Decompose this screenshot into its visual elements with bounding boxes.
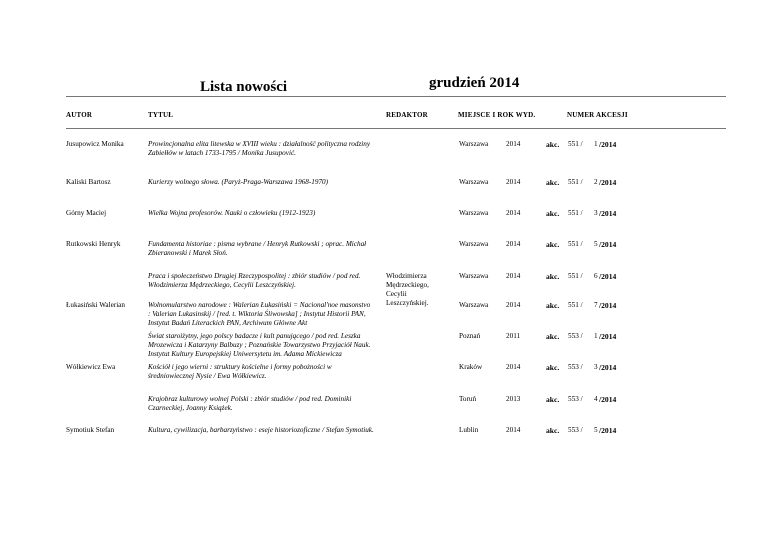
publication-year: 2011: [506, 332, 521, 340]
accession-sequence: 1: [594, 332, 598, 340]
book-title: Krajobraz kulturowy wolnej Polski : zbiór studiów / pod red. Dominiki Czarneckiej, Joanny Książek.: [148, 395, 352, 412]
author-name: Łukasiński Walerian: [66, 301, 125, 309]
column-header-title: TYTUŁ: [148, 111, 174, 119]
publication-place: Warszawa: [459, 301, 489, 309]
publication-year: 2014: [506, 301, 521, 309]
accession-year: /2014: [599, 363, 617, 372]
period-label: grudzień 2014: [429, 75, 520, 91]
accession-register: 553 /: [568, 395, 583, 403]
page-title: Lista nowości: [200, 79, 288, 95]
author-name: Kaliski Bartosz: [66, 178, 111, 186]
accession-register: 553 /: [568, 363, 583, 371]
author-name: Symotiuk Stefan: [66, 426, 115, 434]
accession-label: akc.: [546, 332, 560, 341]
book-title: Wielka Wojna profesorów. Nauki o człowieku (1912-1923): [148, 209, 316, 217]
accession-register: 551 /: [568, 209, 583, 217]
accession-year: /2014: [599, 426, 617, 435]
header-divider: [66, 128, 726, 129]
accession-label: akc.: [546, 178, 560, 187]
publication-place: Warszawa: [459, 240, 489, 248]
accession-sequence: 5: [594, 426, 598, 434]
publication-place: Warszawa: [459, 272, 489, 280]
accession-year: /2014: [599, 209, 617, 218]
accession-sequence: 6: [594, 272, 598, 280]
book-title: Praca i społeczeństwo Drugiej Rzeczypospolitej : zbiór studiów / pod red. Włodzimierza Mędrzeckiego, Cecylii Leszczyńskiej.: [148, 272, 361, 289]
publication-place: Toruń: [459, 395, 477, 403]
publication-year: 2014: [506, 178, 521, 186]
accession-sequence: 1: [594, 140, 598, 148]
accession-year: /2014: [599, 301, 617, 310]
accession-register: 553 /: [568, 332, 583, 340]
accession-register: 551 /: [568, 140, 583, 148]
accession-label: akc.: [546, 301, 560, 310]
publication-place: Lublin: [459, 426, 479, 434]
accession-year: /2014: [599, 240, 617, 249]
accession-year: /2014: [599, 178, 617, 187]
publication-year: 2014: [506, 426, 521, 434]
accession-label: akc.: [546, 272, 560, 281]
accession-register: 551 /: [568, 301, 583, 309]
accession-year: /2014: [599, 395, 617, 404]
publication-place: Kraków: [459, 363, 483, 371]
book-title: Prowincjonalna elita litewska w XVIII wieku : działalność polityczna rodziny Zabiełłów w latach 1733-1795 / Monika Jusupović.: [148, 140, 371, 157]
accession-sequence: 5: [594, 240, 598, 248]
publication-year: 2014: [506, 240, 521, 248]
accession-label: akc.: [546, 363, 560, 372]
accession-register: 553 /: [568, 426, 583, 434]
column-header-place-year: MIEJSCE I ROK WYD.: [458, 111, 536, 119]
publication-year: 2014: [506, 272, 521, 280]
title-divider: [66, 96, 726, 97]
accession-label: akc.: [546, 209, 560, 218]
accession-label: akc.: [546, 240, 560, 249]
publication-place: Warszawa: [459, 209, 489, 217]
publication-place: Warszawa: [459, 140, 489, 148]
book-title: Wolnomularstwo narodowe : Walerian Łukasiński = Nacional'noe masonstvo : Valerian Lukasinskij / [red. t. Wiktoria Śliwowska] ; Instytut Historii PAN, Instytut Badań Literackich PAN, Archiwum Główne Akt: [148, 301, 371, 327]
accession-label: akc.: [546, 395, 560, 404]
publication-place: Poznań: [459, 332, 481, 340]
publication-year: 2014: [506, 140, 521, 148]
accession-year: /2014: [599, 332, 617, 341]
book-title: Kurierzy wolnego słowa. (Paryż-Praga-Warszawa 1968-1970): [148, 178, 329, 186]
accession-sequence: 2: [594, 178, 598, 186]
author-name: Jusupowicz Monika: [66, 140, 124, 148]
author-name: Górny Maciej: [66, 209, 107, 217]
accession-register: 551 /: [568, 272, 583, 280]
accession-register: 551 /: [568, 178, 583, 186]
author-name: Wółkiewicz Ewa: [66, 363, 116, 371]
column-header-author: AUTOR: [66, 111, 93, 119]
publication-place: Warszawa: [459, 178, 489, 186]
publication-year: 2013: [506, 395, 521, 403]
accession-sequence: 4: [594, 395, 598, 403]
accession-label: akc.: [546, 140, 560, 149]
column-header-editor: REDAKTOR: [386, 111, 428, 119]
column-header-accession: NUMER AKCESJI: [567, 111, 628, 119]
book-title: Kościół i jego wierni : struktury kościelne i formy pobożności w średniowiecznej Nysie / Ewa Wółkiewicz.: [148, 363, 332, 380]
editor-name: Włodzimierza Mędrzeckiego, Cecylii Leszczyńskiej.: [386, 272, 429, 307]
publication-year: 2014: [506, 209, 521, 217]
accession-year: /2014: [599, 272, 617, 281]
accession-year: /2014: [599, 140, 617, 149]
book-title: Świat staroiżytny, jego polscy badacze i kult panującego / pod red. Leszka Mrozewicza i Katarzyny Balbuzy ; Poznańskie Towarzystwo Przyjaciół Nauk. Instytut Kultury Europejskiej Uniwersytetu im. Adama Mickiewicza: [148, 332, 371, 358]
book-title: Fundamenta historiae : pisma wybrane / Henryk Rutkowski ; oprac. Michał Zbieranowski i Marek Słoń.: [148, 240, 367, 257]
accession-sequence: 3: [594, 363, 598, 371]
accession-sequence: 3: [594, 209, 598, 217]
publication-year: 2014: [506, 363, 521, 371]
book-title: Kultura, cywilizacja, barbarzyństwo : eseje historiozoficzne / Stefan Symotiuk.: [148, 426, 374, 434]
accession-sequence: 7: [594, 301, 598, 309]
accession-register: 551 /: [568, 240, 583, 248]
accession-label: akc.: [546, 426, 560, 435]
author-name: Rutkowski Henryk: [66, 240, 121, 248]
